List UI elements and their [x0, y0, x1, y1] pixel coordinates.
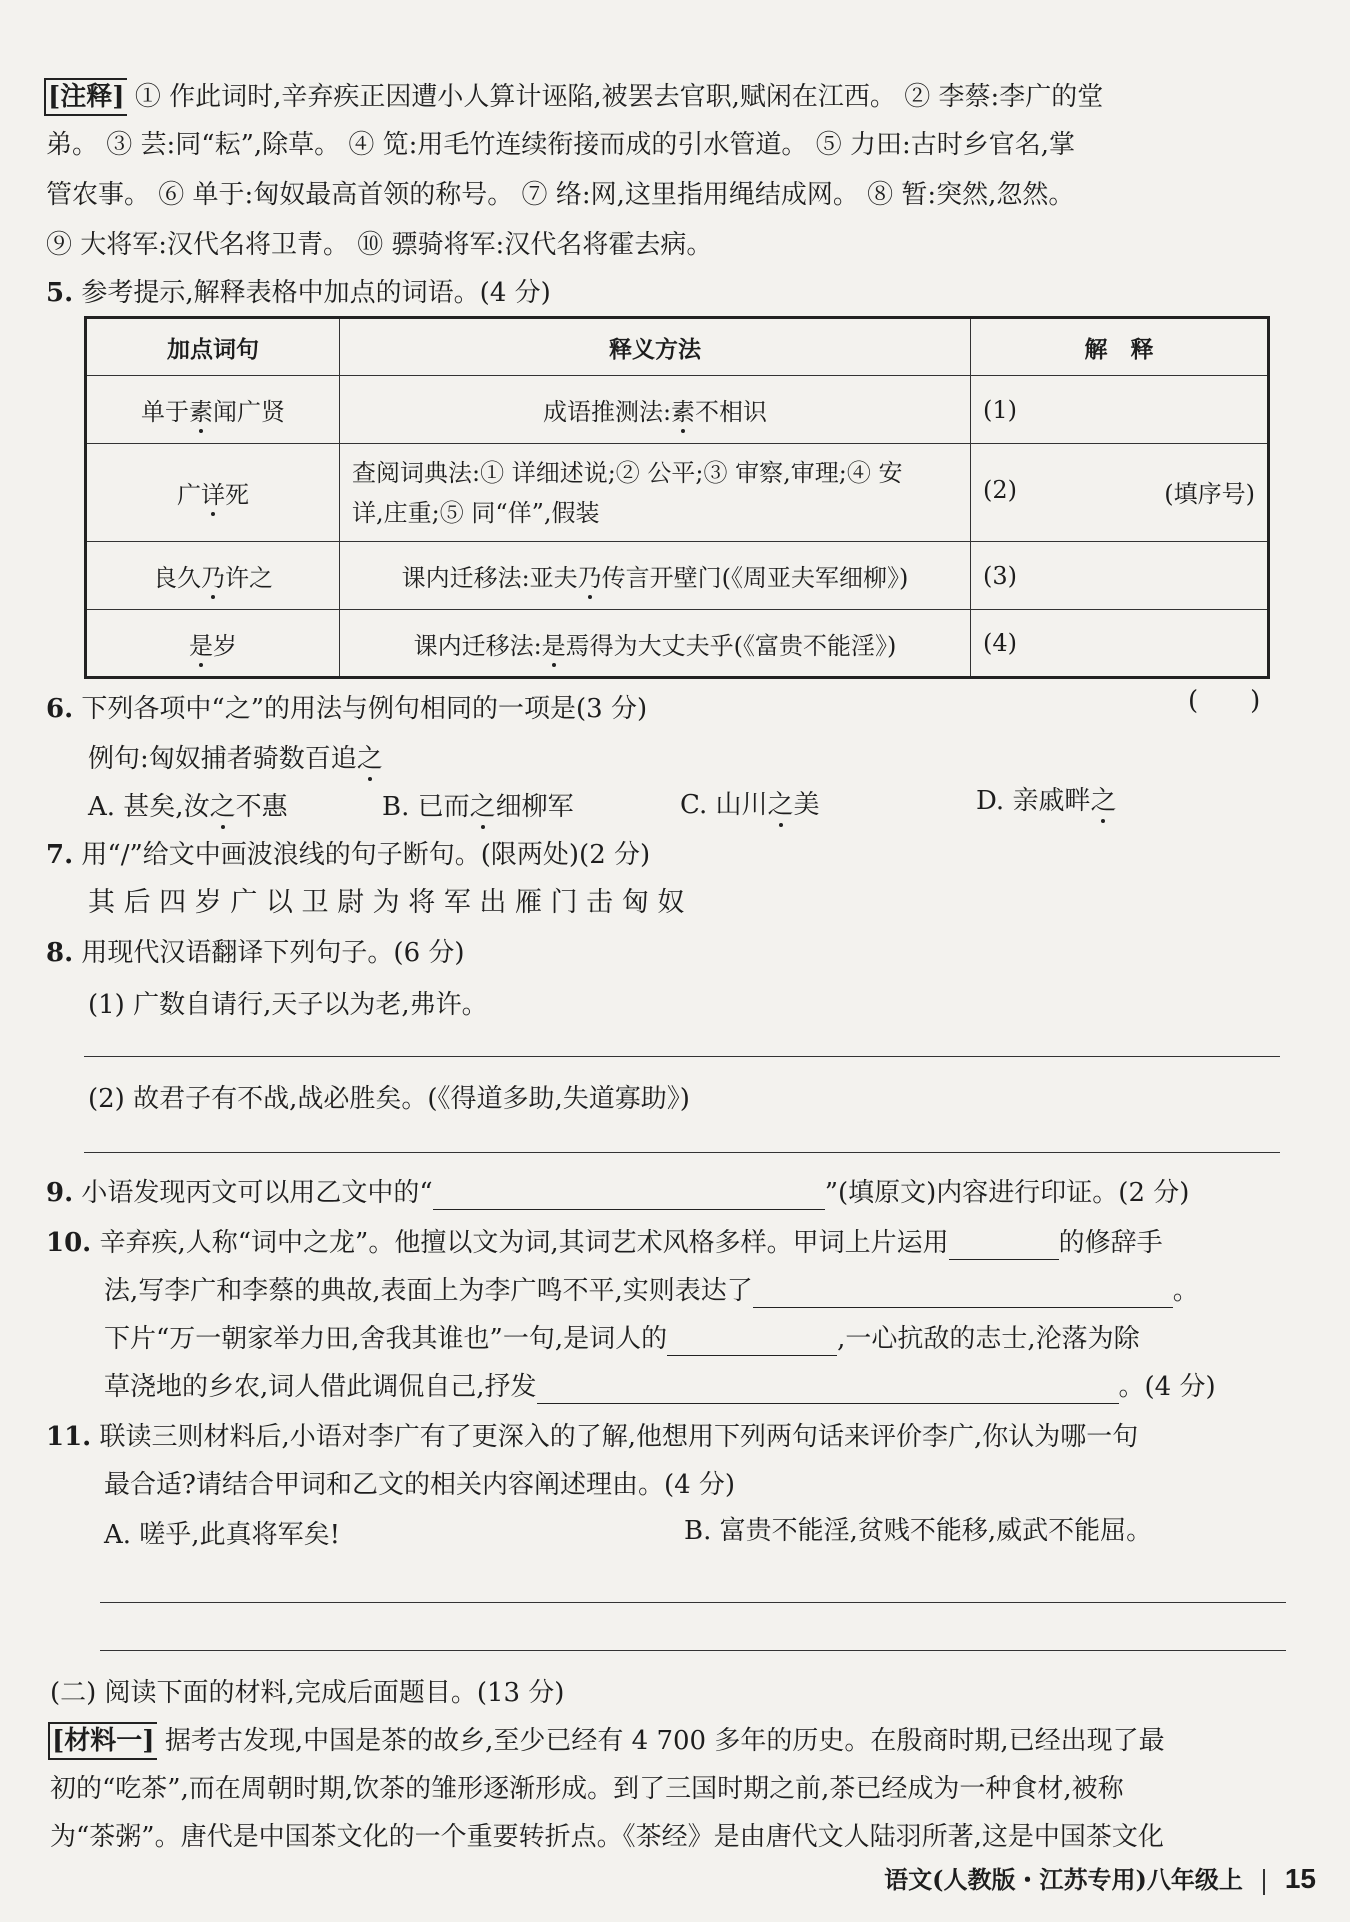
- page-footer: [884, 1860, 1316, 1895]
- table-header-row: [86, 318, 1269, 376]
- q11-option-b[interactable]: B. 富贵不能淫,贫贱不能移,威武不能屈。: [684, 1516, 1153, 1546]
- notes-line-4: ⑨ 大将军:汉代名将卫青。 ⑩ 骠骑将军:汉代名将霍去病。: [46, 230, 713, 260]
- table-row: [86, 444, 1269, 542]
- question-7: 7. 用“/”给文中画波浪线的句子断句。(限两处)(2 分): [46, 840, 651, 870]
- method-cell: 查阅词典法:① 详细述说;② 公平;③ 审察,审理;④ 安 详,庄重;⑤ 同“佯”,假装: [340, 444, 971, 542]
- q6-option-a[interactable]: A. 甚矣,汝之不惠: [88, 792, 288, 822]
- answer-line[interactable]: [84, 1056, 1280, 1057]
- q10-line-3: 下片“万一朝家举力田,舍我其谁也”一句,是词人的 ,一心抗敌的志士,沦落为除: [104, 1324, 1140, 1354]
- notes-tag: [注释]: [44, 78, 127, 116]
- answer-line[interactable]: [100, 1602, 1286, 1603]
- method-cell: 课内迁移法:是焉得为大丈夫乎(《富贵不能淫》): [340, 610, 971, 678]
- question-5: 5. 参考提示,解释表格中加点的词语。(4 分): [46, 278, 551, 308]
- table-row: [86, 610, 1269, 678]
- answer-bracket[interactable]: ( ): [1188, 686, 1261, 716]
- fill-blank[interactable]: [433, 1181, 825, 1210]
- section-title: (二) 阅读下面的材料,完成后面题目。(13 分): [50, 1678, 565, 1708]
- notes-line-1: [注释] ① 作此词时,辛弃疾正因遭小人算计诬陷,被罢去官职,赋闲在江西。 ② 李蔡:李广的堂: [44, 78, 1103, 116]
- notes-line-3: 管农事。 ⑥ 单于:匈奴最高首领的称号。 ⑦ 络:网,这里指用绳结成网。 ⑧ 暂:突然,忽然。: [46, 180, 1075, 210]
- question-8: 8. 用现代汉语翻译下列句子。(6 分): [46, 938, 465, 968]
- phrase-cell: 单于素闻广贤: [86, 376, 340, 444]
- header-phrase: 加点词句: [86, 318, 340, 376]
- material-1-line-2: 初的“吃茶”,而在周朝时期,饮茶的雏形逐渐形成。到了三国时期之前,茶已经成为一种食材,被称: [50, 1774, 1124, 1804]
- q11-option-a[interactable]: A. 嗟乎,此真将军矣!: [104, 1520, 341, 1550]
- phrase-cell: 广详死: [86, 444, 340, 542]
- answer-cell[interactable]: (3): [971, 542, 1269, 610]
- q6-example: 例句:匈奴捕者骑数百追之: [88, 744, 383, 774]
- q6-option-c[interactable]: C. 山川之美: [680, 790, 820, 820]
- answer-cell[interactable]: (1): [971, 376, 1269, 444]
- footer-divider: [1263, 1869, 1265, 1895]
- fill-blank[interactable]: [949, 1231, 1059, 1260]
- table-row: [86, 376, 1269, 444]
- q10-line-4: 草浇地的乡农,词人借此调侃自己,抒发 。(4 分): [104, 1372, 1216, 1402]
- answer-cell[interactable]: (4): [971, 610, 1269, 678]
- method-cell: 课内迁移法:亚夫乃传言开壁门(《周亚夫军细柳》): [340, 542, 971, 610]
- fill-blank[interactable]: [537, 1375, 1119, 1404]
- q6-option-d[interactable]: D. 亲戚畔之: [976, 786, 1117, 816]
- question-6: 6. 下列各项中“之”的用法与例句相同的一项是(3 分): [46, 694, 648, 724]
- header-method: 释义方法: [340, 318, 971, 376]
- material-1-line-1: [材料一] 据考古发现,中国是茶的故乡,至少已经有 4 700 多年的历史。在殷商时期,已经出现了最: [48, 1722, 1165, 1760]
- subject-label: 语文(人教版・江苏专用)八年级上: [884, 1865, 1243, 1894]
- material-tag: [材料一]: [48, 1722, 157, 1760]
- notes-line-2: 弟。 ③ 芸:同“耘”,除草。 ④ 笕:用毛竹连续衔接而成的引水管道。 ⑤ 力田:古时乡官名,掌: [46, 130, 1075, 160]
- fill-blank[interactable]: [753, 1279, 1173, 1308]
- q6-option-b[interactable]: B. 已而之细柳军: [382, 792, 574, 822]
- phrase-cell: 是岁: [86, 610, 340, 678]
- table-row: [86, 542, 1269, 610]
- answer-cell[interactable]: (2) (填序号): [971, 444, 1269, 542]
- definition-table: [84, 316, 1270, 679]
- material-1-line-3: 为“茶粥”。唐代是中国茶文化的一个重要转折点。《茶经》是由唐代文人陆羽所著,这是中国茶文化: [50, 1822, 1164, 1852]
- answer-line[interactable]: [84, 1152, 1280, 1153]
- fill-blank[interactable]: [667, 1327, 837, 1356]
- q10-line-2: 法,写李广和李蔡的典故,表面上为李广鸣不平,实则表达了 。: [104, 1276, 1199, 1306]
- answer-line[interactable]: [100, 1650, 1286, 1651]
- q8-sentence-2: (2) 故君子有不战,战必胜矣。(《得道多助,失道寡助》): [88, 1084, 690, 1114]
- method-cell: 成语推测法:素不相识: [340, 376, 971, 444]
- q7-sentence: 其 后 四 岁 广 以 卫 尉 为 将 军 出 雁 门 击 匈 奴: [88, 887, 685, 918]
- q8-sentence-1: (1) 广数自请行,天子以为老,弗许。: [88, 990, 488, 1020]
- page-number: 15: [1284, 1863, 1316, 1894]
- question-11: 11. 联读三则材料后,小语对李广有了更深入的了解,他想用下列两句话来评价李广,你认为哪一句: [46, 1422, 1139, 1452]
- q11-line-2: 最合适?请结合甲词和乙文的相关内容阐述理由。(4 分): [104, 1470, 736, 1500]
- question-10: 10. 辛弃疾,人称“词中之龙”。他擅以文为词,其词艺术风格多样。甲词上片运用 的修辞手: [46, 1228, 1163, 1258]
- header-explanation: 解 释: [971, 318, 1269, 376]
- question-9: 9. 小语发现丙文可以用乙文中的“ ”(填原文)内容进行印证。(2 分): [46, 1178, 1190, 1208]
- phrase-cell: 良久乃许之: [86, 542, 340, 610]
